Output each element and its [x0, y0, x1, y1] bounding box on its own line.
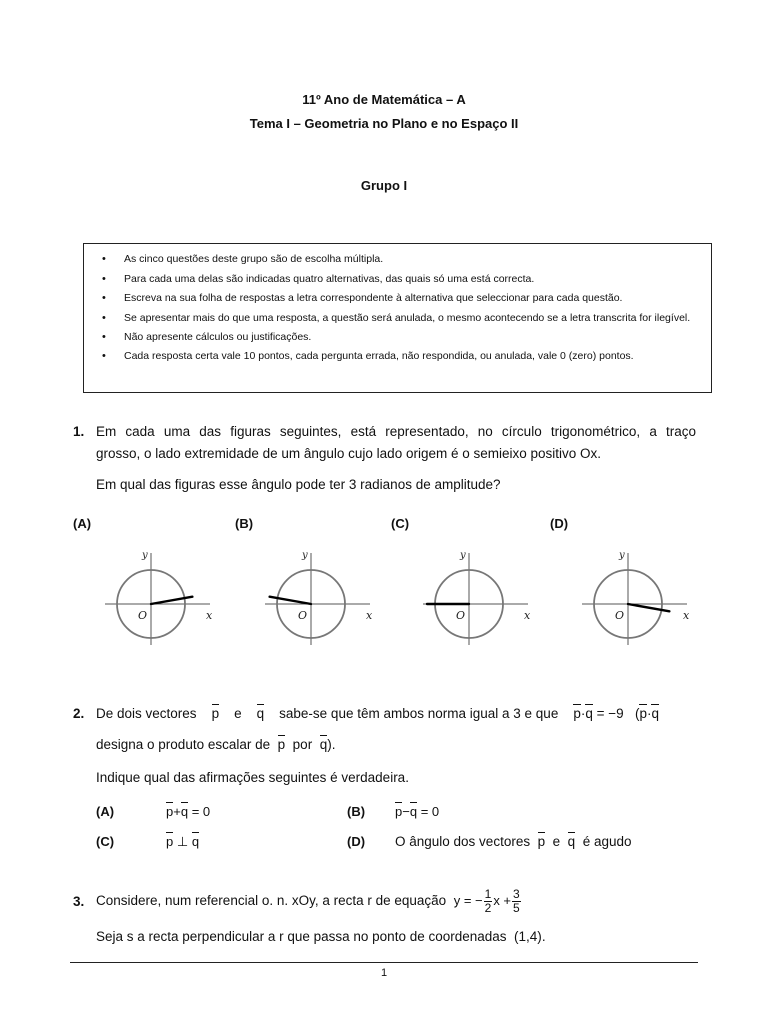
- q2-close: ).: [327, 737, 336, 752]
- dot-operator: ·: [646, 706, 652, 721]
- q2-por: por: [292, 737, 313, 752]
- equals-minus-nine: = −9: [596, 706, 624, 721]
- q2-option-b-text: [395, 804, 439, 819]
- y-axis-label: y: [142, 550, 148, 561]
- fraction-denominator: 5: [513, 900, 520, 915]
- y-axis-label: y: [619, 550, 625, 561]
- vector-p: p: [211, 706, 220, 721]
- question-1-number: 1.: [73, 424, 85, 439]
- equals-zero: = 0: [420, 804, 440, 819]
- footer-divider: [70, 962, 698, 963]
- q2-option-d-text: [395, 834, 632, 849]
- vector-p: p: [537, 834, 546, 849]
- unit-circle-figure-a: [105, 545, 220, 645]
- question-2-line-2: [96, 737, 335, 752]
- x-axis-label: x: [366, 609, 373, 622]
- q2-e: e: [234, 706, 242, 721]
- exam-title: 11º Ano de Matemática – A: [302, 92, 466, 107]
- vector-q: q: [567, 834, 576, 849]
- q2-option-a-text: [166, 804, 210, 819]
- q1-option-d-label: (D): [550, 516, 569, 531]
- vector-q: q: [180, 804, 189, 819]
- q3-text: Seja s a recta perpendicular a r que passa no ponto de coordenadas: [96, 929, 507, 944]
- question-3-line-2: [96, 929, 546, 944]
- group-title: Grupo I: [360, 178, 408, 193]
- terminal-side: [628, 604, 669, 611]
- terminal-side: [151, 597, 192, 604]
- q3-end: .: [541, 929, 546, 944]
- q2-option-c-text: [166, 834, 199, 850]
- vector-q: q: [256, 706, 265, 721]
- equation-mid: x +: [493, 893, 512, 908]
- origin-label: O: [615, 609, 625, 622]
- instruction-item: • Se apresentar mais do que uma resposta, a questão será anulada, o mesmo acontecendo se a letra transcrita for ilegível.: [84, 309, 711, 328]
- instruction-item: • Para cada uma delas são indicadas quatro alternativas, das quais só uma está correcta.: [84, 270, 711, 290]
- equals-zero: = 0: [191, 804, 211, 819]
- vector-q: q: [651, 706, 659, 721]
- origin-label: O: [138, 609, 148, 622]
- q1-option-a-label: (A): [73, 516, 92, 531]
- vector-q: q: [409, 804, 418, 819]
- vector-p: p: [277, 737, 286, 752]
- dot-operator: ·: [580, 706, 586, 721]
- q2-option-d-label: (D): [347, 834, 366, 849]
- y-axis-label: y: [460, 550, 466, 561]
- question-1-text-line-1: Em cada uma das figuras seguintes, está representado, no círculo trigonométrico, a traço: [96, 424, 696, 439]
- x-axis-label: x: [206, 609, 213, 622]
- paren-open: (: [634, 706, 640, 721]
- question-3-number: 3.: [73, 894, 85, 909]
- unit-circle-figure-d: [582, 545, 697, 645]
- plus-operator: +: [173, 804, 181, 819]
- q1-option-c-label: (C): [391, 516, 410, 531]
- q2-option-b-label: (B): [347, 804, 366, 819]
- fraction-denominator: 2: [484, 900, 492, 915]
- minus-operator: −: [402, 804, 410, 819]
- q3-text: Considere, num referencial o. n. xOy, a recta r de equação: [96, 893, 447, 908]
- vector-q: q: [585, 706, 593, 721]
- q2-d-text: O ângulo dos vectores: [395, 834, 531, 849]
- q2-option-a-label: (A): [96, 804, 115, 819]
- vector-p: p: [166, 804, 174, 819]
- point-coordinates: (1,4): [514, 929, 542, 944]
- vector-p: p: [166, 834, 174, 849]
- question-2-line-1: [96, 706, 696, 721]
- question-1-text-line-2: grosso, o lado extremidade de um ângulo cujo lado origem é o semieixo positivo Ox.: [96, 446, 602, 461]
- instruction-item: • Não apresente cálculos ou justificações.: [84, 328, 711, 348]
- vector-q: q: [319, 737, 328, 752]
- fraction-numerator: 3: [513, 886, 520, 901]
- instruction-item: • Escreva na sua folha de respostas a letra correspondente à alternativa que seleccionar para cada questão.: [84, 289, 711, 309]
- q2-text: sabe-se que têm ambos norma igual a 3 e que: [279, 706, 559, 721]
- y-axis-label: y: [302, 550, 308, 561]
- fraction-one-half: [484, 888, 493, 915]
- instructions-box: [83, 243, 712, 393]
- q2-d-text: é agudo: [582, 834, 632, 849]
- instructions-list: [84, 250, 711, 367]
- q2-text: designa o produto escalar de: [96, 737, 271, 752]
- instruction-item: • As cinco questões deste grupo são de escolha múltipla.: [84, 250, 711, 270]
- vector-p: p: [639, 706, 647, 721]
- vector-q: q: [191, 834, 200, 849]
- instruction-item: • Cada resposta certa vale 10 pontos, cada pergunta errada, não respondida, ou anulada, vale 0 (zero) pontos.: [84, 347, 711, 367]
- q2-text: De dois vectores: [96, 706, 197, 721]
- question-3-line-1: [96, 884, 522, 918]
- question-2-prompt: Indique qual das afirmações seguintes é verdadeira.: [96, 770, 409, 785]
- terminal-side: [270, 597, 311, 604]
- question-1-prompt: Em qual das figuras esse ângulo pode ter 3 radianos de amplitude?: [96, 477, 501, 492]
- vector-p: p: [395, 804, 403, 819]
- fraction-three-fifths: [512, 888, 521, 915]
- exam-subtitle: Tema I – Geometria no Plano e no Espaço II: [249, 116, 519, 131]
- equation-lhs: y = −: [453, 893, 483, 908]
- q1-option-b-label: (B): [235, 516, 254, 531]
- origin-label: O: [456, 609, 466, 622]
- vector-p: p: [573, 706, 581, 721]
- x-axis-label: x: [683, 609, 690, 622]
- unit-circle-figure-b: [265, 545, 380, 645]
- perpendicular-operator: ⊥: [176, 834, 189, 849]
- x-axis-label: x: [524, 609, 531, 622]
- origin-label: O: [298, 609, 308, 622]
- q2-option-c-label: (C): [96, 834, 115, 849]
- question-2-number: 2.: [73, 706, 85, 721]
- page-number: 1: [380, 967, 388, 979]
- q2-d-e: e: [552, 834, 561, 849]
- fraction-numerator: 1: [484, 886, 492, 901]
- unit-circle-figure-c: [423, 545, 538, 645]
